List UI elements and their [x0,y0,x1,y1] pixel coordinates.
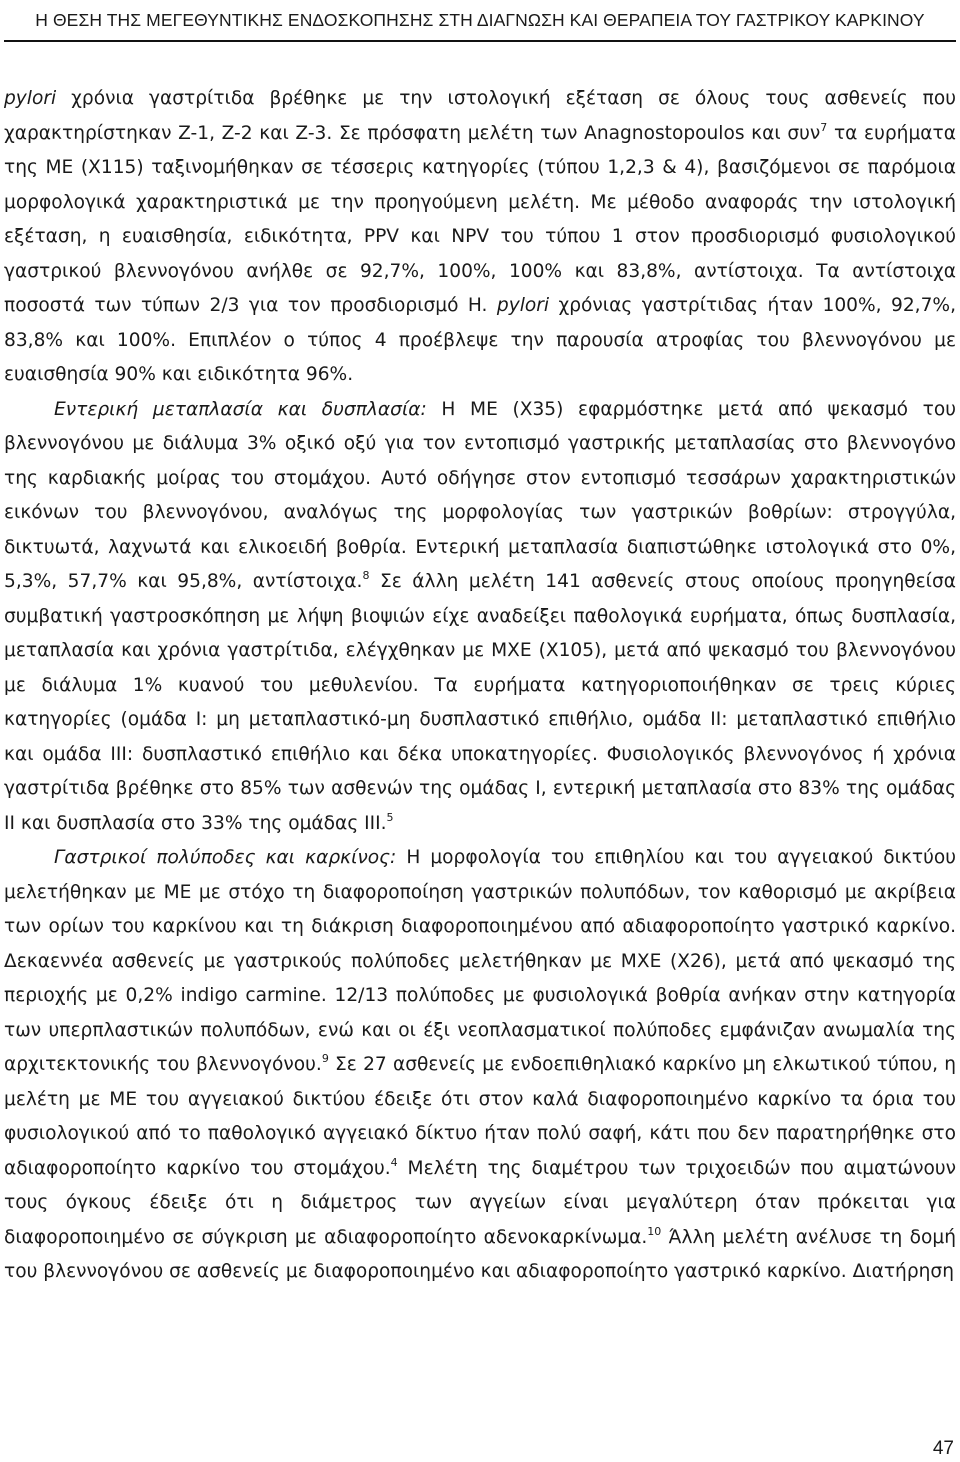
text-run: Η μορφολογία του επιθηλίου και του αγγειακού δικτύου μελετήθηκαν με ΜΕ με στόχο τη διαφοροποίηση γαστρικών πολυπόδων, τον καθορισμό με ακρίβεια των ορίων του καρκίνου και τη διάκριση διαφοροποιημένου από αδιαφοροποίητο γαστρικό καρκίνο. Δεκαεννέα ασθενείς με γαστρικούς πολύποδες μελετήθηκαν με ΜΧΕ (Χ26), μετά από ψεκασμό της περιοχής με 0,2% indigo carmine. 12/13 πολύποδες με φυσιολογικά βοθρία ανήκαν στην κατηγορία των υπερπλαστικών πολυπόδων, ενώ και οι έξι νεοπλασματικοί πολύποδες εμφάνιζαν ανωμαλία της αρχιτεκτονικής του βλεννογόνου. [4,847,956,1075]
citation-ref: 10 [647,1224,662,1238]
citation-ref: 9 [321,1052,329,1065]
emphasis: pylori [496,295,550,316]
text-run: Σε άλλη μελέτη 141 ασθενείς στους οποίους προηγηθείσα συμβατική γαστροσκόπηση με λήψη βιοψιών είχε αναδείξει παθολογικά ευρήματα, όπως δυσπλασία, μεταπλασία και χρόνια γαστρίτιδα, ελέγχθηκαν με ΜΧΕ (Χ105), μετά από ψεκασμό του βλεννογόνου με διάλυμα 1% κυανού του μεθυλενίου. Τα ευρήματα κατηγοριοποιήθηκαν σε τρεις κύριες κατηγορίες (ομάδα I: μη μεταπλαστικό-μη δυσπλαστικό επιθήλιο, ομάδα II: μεταπλαστικό επιθήλιο και ομάδα III: δυσπλαστικό επιθήλιο και δέκα υποκατηγορίες. Φυσιολογικός βλεννογόνος ή χρόνια γαστρίτιδα βρέθηκε στο 85% των ασθενών της ομάδας I, εντερική μεταπλασία στο 83% της ομάδας II και δυσπλασία στο 33% της ομάδας III. [4,571,956,834]
emphasis: pylori [4,88,57,109]
text-run: Μελέτη της διαμέτρου των τριχοειδών που αιματώνουν τους όγκους έδειξε ότι η διάμετρος των αγγείων είναι μεγαλύτερη όταν πρόκειται για διαφοροποιημένο σε σύγκριση με αδιαφοροποίητο αδενοκαρκίνωμα. [4,1157,956,1248]
text-run: Άλλη μελέτη ανέλυσε τη δομή του βλεννογόνου σε ασθενείς με διαφοροποιημένο και αδιαφοροποίητο γαστρικό καρκίνο. Διατήρηση [4,1226,956,1282]
paragraph-1 [4,82,956,393]
text-run: Σε 27 ασθενείς με ενδοεπιθηλιακό καρκίνο μη ελκωτικού τύπου, η μελέτη με ΜΕ του αγγειακού δικτύου έδειξε ότι στον καλά διαφοροποιημένο καρκίνο τα όρια του φυσιολογικού από το παθολογικό αγγειακό δίκτυο ήταν πολύ σαφή, κάτι που δεν παρατηρήθηκε στο αδιαφοροποίητο καρκίνο του στομάχου. [4,1054,956,1179]
header-rule [4,40,956,42]
citation-ref: 5 [386,810,394,824]
text-run: χρόνια γαστρίτιδα βρέθηκε με την ιστολογική εξέταση σε όλους τους ασθενείς που χαρακτηρίστηκαν Z-1, Z-2 και Z-3. Σε πρόσφατη μελέτη των Anagnostopoulos και συν [4,88,956,144]
text-run: Η ΜΕ (Χ35) εφαρμόστηκε μετά από ψεκασμό του βλεννογόνου με διάλυμα 3% οξικό οξύ για τον εντοπισμό γαστρικής μεταπλασίας στο βλεννογόνο της καρδιακής μοίρας του στομάχου. Αυτό οδήγησε στον εντοπισμό τεσσάρων χαρακτηριστικών εικόνων του βλεννογόνου, αναλόγως της μορφολογίας των γαστρικών βοθρίων: στρογγύλα, δικτυωτά, λαχνωτά και ελικοειδή βοθρία. Εντερική μεταπλασία διαπιστώθηκε ιστολογικά στο 0%, 5,3%, 57,7% και 95,8%, αντίστοιχα. [4,398,956,592]
section-lead: Εντερική μεταπλασία και δυσπλασία: [54,398,427,420]
page-number: 47 [932,1438,954,1459]
section-lead: Γαστρικοί πολύποδες και καρκίνος: [54,847,397,868]
paragraph-3 [4,841,956,1290]
body-text [4,82,956,1290]
text-run: τα ευρήματα της ΜΕ (Χ115) ταξινομήθηκαν σε τέσσερις κατηγορίες (τύπου 1,2,3 & 4), βασιζόμενοι σε παρόμοια μορφολογικά χαρακτηριστικά με την προηγούμενη μελέτη. Με μέθοδο αναφοράς την ιστολογική εξέταση, η ευαισθησία, ειδικότητα, PPV και NPV του τύπου 1 στον προσδιορισμό φυσιολογικού γαστρικού βλεννογόνου ανήλθε σε 92,7%, 100%, 100% και 83,8%, αντίστοιχα. Τα αντίστοιχα ποσοστά των τύπων 2/3 για τον προσδιορισμό H. [4,122,956,316]
citation-ref: 4 [390,1155,398,1169]
running-header: Η ΘΕΣΗ ΤΗΣ ΜΕΓΕΘΥΝΤΙΚΗΣ ΕΝΔΟΣΚΟΠΗΣΗΣ ΣΤΗ ΔΙΑΓΝΩΣΗ ΚΑΙ ΘΕΡΑΠΕΙΑ ΤΟΥ ΓΑΣΤΡΙΚΟΥ ΚΑΡΚΙΝΟΥ [35,10,925,30]
citation-ref: 7 [820,120,828,134]
text-run: χρόνιας γαστρίτιδας ήταν 100%, 92,7%, 83,8% και 100%. Επιπλέον ο τύπος 4 προέβλεψε την παρουσία ατροφίας του βλεννογόνου με ευαισθησία 90% και ειδικότητα 96%. [4,295,956,385]
paragraph-2 [4,393,956,842]
citation-ref: 8 [362,569,370,582]
